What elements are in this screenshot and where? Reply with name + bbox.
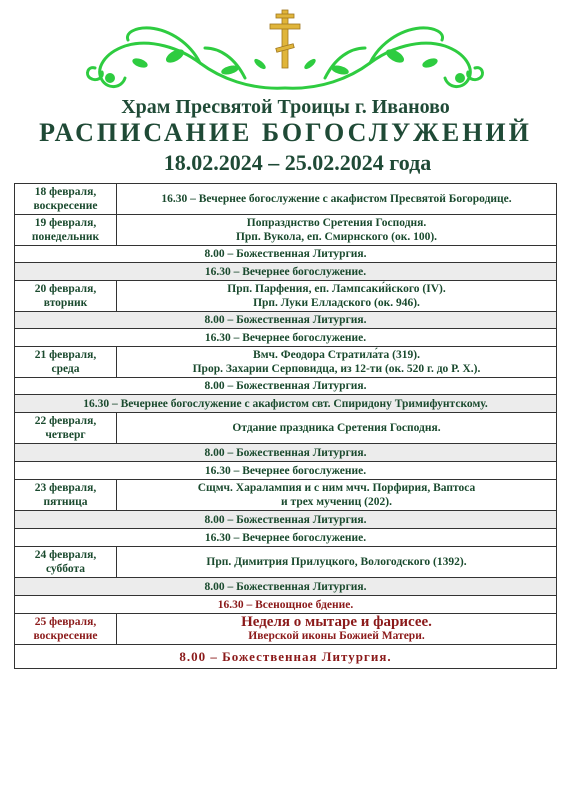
floral-ornament xyxy=(80,8,490,96)
event-text: 8.00 – Божественная Литургия. xyxy=(204,248,367,260)
schedule-row xyxy=(15,246,557,263)
event-cell xyxy=(15,462,557,480)
schedule-row xyxy=(15,578,557,596)
schedule-row xyxy=(15,184,557,215)
day-cell xyxy=(15,614,117,645)
event-cell xyxy=(15,645,557,669)
schedule-row xyxy=(15,378,557,395)
church-name: Храм Пресвятой Троицы г. Иваново xyxy=(121,96,450,118)
schedule-row xyxy=(15,263,557,281)
event-cell xyxy=(117,547,557,578)
event-cell xyxy=(15,596,557,614)
event-cell xyxy=(117,614,557,645)
day-date: 21 февраля, xyxy=(34,349,97,361)
day-cell xyxy=(15,480,117,511)
event-text: Прп. Вукола, еп. Смирнского (ок. 100). xyxy=(235,231,438,243)
day-weekday: понедельник xyxy=(31,231,100,243)
schedule-row xyxy=(15,329,557,347)
day-date: 23 февраля, xyxy=(34,482,97,494)
event-text: Неделя о мытаре и фарисее. xyxy=(241,614,432,630)
day-cell xyxy=(15,547,117,578)
day-weekday: суббота xyxy=(45,563,86,575)
event-text: Иверской иконы Божией Матери. xyxy=(248,630,425,642)
day-date: 22 февраля, xyxy=(34,415,97,427)
schedule-row xyxy=(15,480,557,511)
day-date: 20 февраля, xyxy=(34,283,97,295)
day-weekday: пятница xyxy=(43,496,88,508)
event-text: 8.00 – Божественная Литургия. xyxy=(204,580,367,593)
event-text: 16.30 – Вечернее богослужение. xyxy=(204,464,367,477)
event-text: 8.00 – Божественная Литургия. xyxy=(204,314,367,326)
cross-icon xyxy=(270,10,300,68)
schedule-row xyxy=(15,547,557,578)
schedule-row xyxy=(15,511,557,529)
event-cell xyxy=(117,480,557,511)
day-date: 19 февраля, xyxy=(34,217,97,229)
schedule-row xyxy=(15,596,557,614)
day-cell xyxy=(15,184,117,215)
event-text: Попразднство Сретения Господня. xyxy=(246,217,427,229)
event-cell xyxy=(15,395,557,413)
schedule-row xyxy=(15,312,557,329)
event-cell xyxy=(15,329,557,347)
day-date: 24 февраля, xyxy=(34,549,97,561)
event-cell xyxy=(15,263,557,281)
schedule-row xyxy=(15,281,557,312)
schedule-row xyxy=(15,614,557,645)
day-date: 25 февраля, xyxy=(34,616,97,628)
day-weekday: вторник xyxy=(43,297,88,309)
event-text: 8.00 – Божественная Литургия. xyxy=(204,513,367,526)
event-cell xyxy=(15,529,557,547)
schedule-table xyxy=(14,183,557,669)
event-text: Прп. Луки Елладского (ок. 946). xyxy=(253,297,420,309)
event-text: Сщмч. Харалампия и с ним мчч. Порфирия, Ваптоса xyxy=(197,482,476,494)
schedule-row xyxy=(15,529,557,547)
event-text: 16.30 – Всенощное бдение. xyxy=(217,598,354,611)
day-weekday: воскресение xyxy=(33,630,98,642)
event-cell xyxy=(15,511,557,529)
schedule-row xyxy=(15,215,557,246)
day-date: 18 февраля, xyxy=(34,186,97,198)
event-cell xyxy=(117,281,557,312)
event-text: 16.30 – Вечернее богослужение. xyxy=(204,531,367,544)
schedule-row xyxy=(15,347,557,378)
event-text: 8.00 – Божественная Литургия. xyxy=(204,380,367,392)
event-cell xyxy=(117,215,557,246)
event-text: 8.00 – Божественная Литургия. xyxy=(179,648,392,664)
event-cell xyxy=(117,413,557,444)
day-weekday: воскресение xyxy=(33,200,98,212)
page-title: РАСПИСАНИЕ БОГОСЛУЖЕНИЙ xyxy=(39,118,532,147)
schedule-row xyxy=(15,645,557,669)
event-cell xyxy=(15,378,557,395)
schedule-row xyxy=(15,462,557,480)
event-text: Прп. Димитрия Прилуцкого, Вологодского (1392). xyxy=(206,556,467,568)
event-text: 16.30 – Вечернее богослужение. xyxy=(204,331,367,344)
event-text: Вмч. Феодора Стратила́та (319). xyxy=(253,349,420,361)
event-text: 16.30 – Вечернее богослужение. xyxy=(204,265,367,278)
event-text: Прп. Парфения, еп. Лампсаки́йского (IV). xyxy=(227,283,446,295)
event-cell xyxy=(117,184,557,215)
event-cell xyxy=(15,312,557,329)
day-cell xyxy=(15,281,117,312)
schedule-row xyxy=(15,395,557,413)
event-text: Прор. Захарии Серповидца, из 12-ти (ок. 520 г. до Р. Х.). xyxy=(192,363,481,375)
day-cell xyxy=(15,215,117,246)
schedule-row xyxy=(15,413,557,444)
day-cell xyxy=(15,347,117,378)
day-weekday: четверг xyxy=(45,429,86,441)
event-text: Отдание праздника Сретения Господня. xyxy=(232,422,441,434)
event-text: 8.00 – Божественная Литургия. xyxy=(204,446,367,459)
event-cell xyxy=(15,246,557,263)
event-text: 16.30 – Вечернее богослужение с акафистом Пресвятой Богородице. xyxy=(161,193,512,205)
day-weekday: среда xyxy=(51,363,80,375)
event-text: 16.30 – Вечернее богослужение с акафистом свт. Спиридону Тримифунтскому. xyxy=(83,397,488,410)
event-cell xyxy=(117,347,557,378)
event-cell xyxy=(15,578,557,596)
date-range: 18.02.2024 – 25.02.2024 года xyxy=(163,150,432,175)
event-text: и трех мучениц (202). xyxy=(281,496,392,508)
schedule-row xyxy=(15,444,557,462)
day-cell xyxy=(15,413,117,444)
event-cell xyxy=(15,444,557,462)
